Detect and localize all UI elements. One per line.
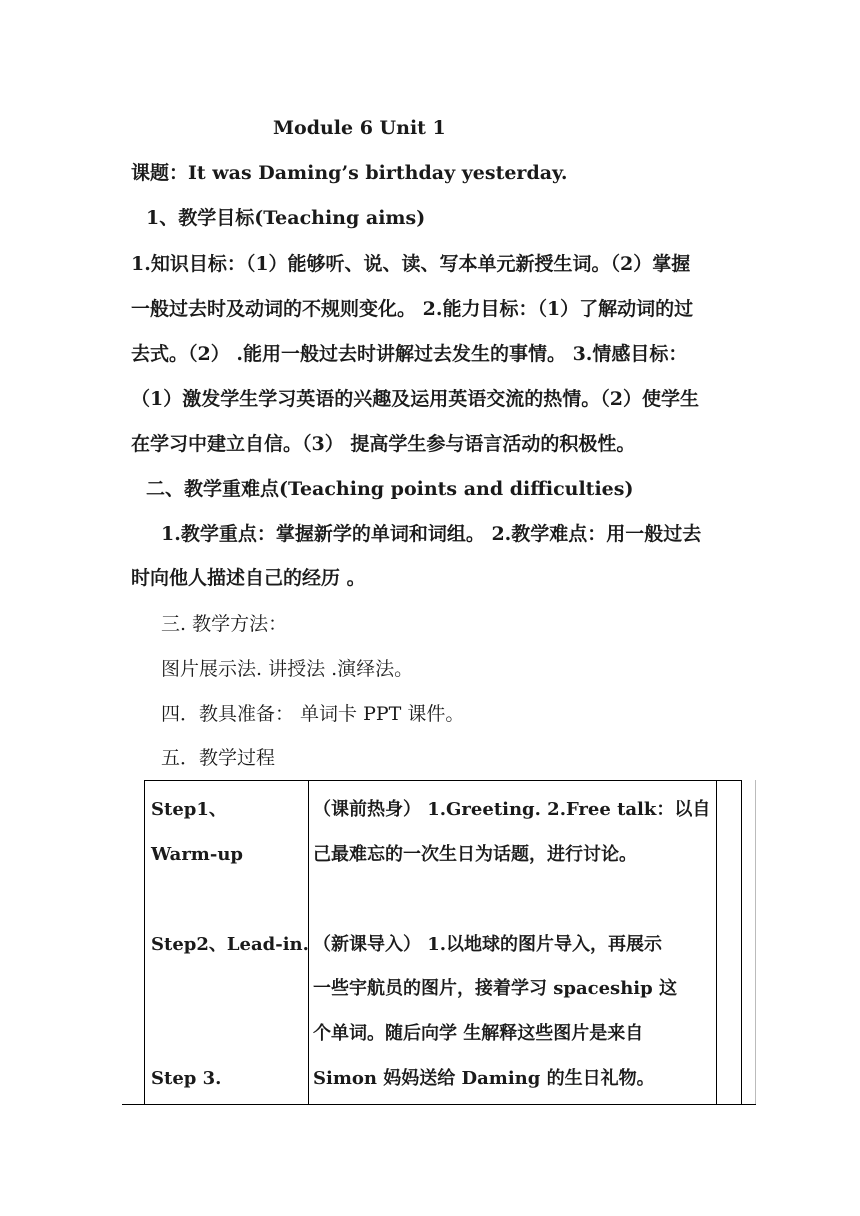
step-1-content-line-1: （课前热身） 1.Greeting. 2.Free talk：以自 <box>313 799 711 820</box>
section-3-heading: 三. 教学方法： <box>161 613 288 635</box>
section-1-line-5: 在学习中建立自信。（3） 提高学生参与语言活动的积极性。 <box>131 433 636 455</box>
section-2-line-2: 时向他人描述自己的经历 。 <box>131 567 366 589</box>
step-1-name: Warm-up <box>151 844 243 865</box>
table-bottom-border <box>122 1104 756 1105</box>
teaching-process-table <box>122 780 756 1105</box>
section-2-line-1: 1.教学重点：掌握新学的单词和词组。 2.教学难点：用一般过去 <box>161 523 702 545</box>
document-title: Module 6 Unit 1 <box>273 117 446 139</box>
table-border-left <box>144 780 145 1105</box>
section-1-line-3: 去式。（2） .能用一般过去时讲解过去发生的事情。 3.情感目标： <box>131 343 688 365</box>
section-1-line-4: （1）激发学生学习英语的兴趣及运用英语交流的热情。（2）使学生 <box>131 388 699 410</box>
table-top-border <box>144 780 741 781</box>
step-1-label: Step1、 <box>151 799 227 820</box>
section-4-text: 四．教具准备： 单词卡 PPT 课件。 <box>161 703 465 725</box>
lesson-topic: 课题：It was Daming’s birthday yesterday. <box>131 162 568 184</box>
table-divider-2 <box>716 780 717 1105</box>
table-border-right <box>755 780 756 1105</box>
step-3-label: Step 3. <box>151 1068 222 1089</box>
step-2-label: Step2、Lead-in. <box>151 934 309 955</box>
step-2-content-line-1: （新课导入） 1.以地球的图片导入，再展示 <box>313 934 663 955</box>
section-2-heading: 二、教学重难点(Teaching points and difficulties) <box>146 478 634 500</box>
section-1-line-2: 一般过去时及动词的不规则变化。 2.能力目标：（1）了解动词的过 <box>131 298 694 320</box>
step-1-content-line-2: 己最难忘的一次生日为话题，进行讨论。 <box>313 844 637 865</box>
section-1-line-1: 1.知识目标：（1）能够听、说、读、写本单元新授生词。（2）掌握 <box>131 253 691 275</box>
step-2-content-line-2: 一些宇航员的图片，接着学习 spaceship 这 <box>313 978 677 999</box>
step-2-content-line-4: Simon 妈妈送给 Daming 的生日礼物。 <box>313 1068 655 1089</box>
section-1-heading: 1、教学目标(Teaching aims) <box>146 207 426 229</box>
step-2-content-line-3: 个单词。随后向学 生解释这些图片是来自 <box>313 1023 644 1044</box>
section-5-heading: 五．教学过程 <box>161 747 276 769</box>
table-divider-3 <box>741 780 742 1105</box>
section-3-content: 图片展示法. 讲授法 .演绎法。 <box>161 658 414 680</box>
